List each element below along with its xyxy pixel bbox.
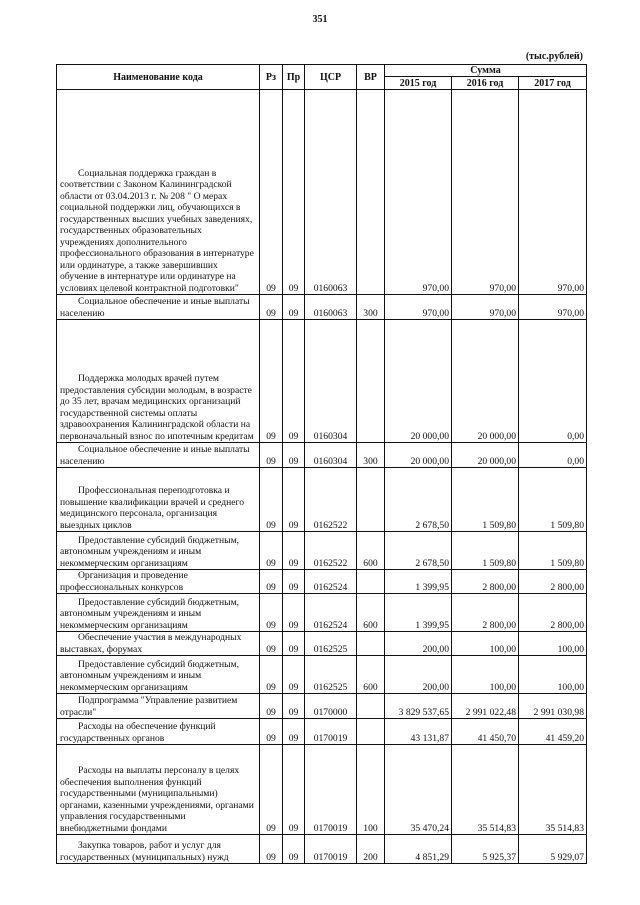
row-pr: 09 [283, 570, 305, 594]
row-name-text: Социальное обеспечение и иные выплаты населению [60, 296, 250, 319]
row-pr: 09 [283, 295, 305, 320]
row-rz: 09 [260, 594, 283, 632]
row-2015: 970,00 [385, 295, 452, 320]
table-row [57, 719, 587, 745]
table-row [57, 835, 587, 864]
row-rz: 09 [260, 320, 283, 443]
row-rz: 09 [260, 694, 283, 719]
row-name-text: Расходы на обеспечение функций государственных органов [60, 721, 216, 744]
header-csr: ЦСР [305, 65, 357, 90]
row-name [57, 468, 260, 532]
row-2017: 5 929,07 [519, 835, 587, 864]
header-2015: 2015 год [385, 77, 452, 90]
row-2016: 5 925,37 [452, 835, 519, 864]
row-2016: 970,00 [452, 295, 519, 320]
row-vr [357, 90, 385, 295]
row-pr: 09 [283, 632, 305, 656]
row-name-text: Предоставление субсидий бюджетным, автономным учреждениям и иным некоммерческим организациям [60, 534, 240, 569]
row-rz: 09 [260, 570, 283, 594]
row-name-text: Профессиональная переподготовка и повышение квалификации врачей и среднего медицинского персонала, организация выездных циклов [60, 485, 245, 531]
row-pr: 09 [283, 468, 305, 532]
row-2017: 1 509,80 [519, 468, 587, 532]
row-vr: 300 [357, 295, 385, 320]
row-name [57, 570, 260, 594]
row-2015: 4 851,29 [385, 835, 452, 864]
row-csr: 0162522 [305, 532, 357, 570]
row-name-text: Предоставление субсидий бюджетным, автономным учреждениям и иным некоммерческим организациям [60, 658, 240, 693]
row-rz: 09 [260, 719, 283, 745]
row-name-text: Организация и проведение профессиональных конкурсов [60, 570, 188, 593]
row-vr [357, 719, 385, 745]
row-pr: 09 [283, 320, 305, 443]
row-pr: 09 [283, 694, 305, 719]
row-name [57, 719, 260, 745]
row-2015: 2 678,50 [385, 468, 452, 532]
row-pr: 09 [283, 745, 305, 835]
row-vr [357, 320, 385, 443]
row-2017: 970,00 [519, 295, 587, 320]
row-rz: 09 [260, 745, 283, 835]
row-csr: 0160063 [305, 295, 357, 320]
row-name-text: Расходы на выплаты персоналу в целях обеспечения выполнения функций государственными (муниципальными) органами, казенными учреждениями, органами управления государственными внебюджетными фондами [60, 765, 254, 834]
row-name [57, 632, 260, 656]
row-csr: 0162524 [305, 570, 357, 594]
row-vr: 600 [357, 532, 385, 570]
row-name-text: Социальная поддержка граждан в соответствии с Законом Калининградской области от 03.04.2013 г. № 208 " О мерах социальной поддержки лиц, обучающихся в государственных высших учебных заведениях, государственных образовательных учреждениях дополнительного профессионального образования в интернатуре или ординатуре, а также завершивших обучение в интернатуре или ординатуре на условиях целевой контрактной подготовки" [60, 167, 254, 294]
row-pr: 09 [283, 532, 305, 570]
row-2016: 2 800,00 [452, 594, 519, 632]
row-name [57, 443, 260, 468]
table-row [57, 90, 587, 295]
table-row [57, 468, 587, 532]
table-row [57, 632, 587, 656]
row-csr: 0160063 [305, 90, 357, 295]
row-2016: 41 450,70 [452, 719, 519, 745]
row-2015: 20 000,00 [385, 443, 452, 468]
row-name-text: Поддержка молодых врачей путем предоставления субсидии молодым, в возрасте до 35 лет, врачам медицинских организаций государственной системы оплаты здравоохранения Калининградской области на первоначальный взнос по ипотечным кредитам [60, 373, 254, 442]
row-2015: 43 131,87 [385, 719, 452, 745]
row-2015: 200,00 [385, 656, 452, 694]
row-2017: 0,00 [519, 320, 587, 443]
row-rz: 09 [260, 532, 283, 570]
row-rz: 09 [260, 443, 283, 468]
row-pr: 09 [283, 835, 305, 864]
row-vr: 300 [357, 443, 385, 468]
table-row [57, 570, 587, 594]
table-row [57, 694, 587, 719]
header-pr: Пр [283, 65, 305, 90]
row-csr: 0162525 [305, 656, 357, 694]
row-rz: 09 [260, 835, 283, 864]
row-2017: 41 459,20 [519, 719, 587, 745]
row-name [57, 594, 260, 632]
row-2017: 2 991 030,98 [519, 694, 587, 719]
row-csr: 0170019 [305, 719, 357, 745]
header-2016: 2016 год [452, 77, 519, 90]
row-2015: 2 678,50 [385, 532, 452, 570]
header-vr: ВР [357, 65, 385, 90]
row-vr [357, 632, 385, 656]
row-2016: 2 991 022,48 [452, 694, 519, 719]
row-name-text: Закупка товаров, работ и услуг для государственных (муниципальных) нужд [60, 840, 229, 863]
row-2016: 100,00 [452, 656, 519, 694]
row-name [57, 656, 260, 694]
row-2015: 200,00 [385, 632, 452, 656]
row-2016: 20 000,00 [452, 443, 519, 468]
page-number: 351 [312, 14, 328, 25]
row-2017: 2 800,00 [519, 570, 587, 594]
header-rz: Рз [260, 65, 283, 90]
row-2015: 1 399,95 [385, 594, 452, 632]
table-row [57, 443, 587, 468]
row-2017: 2 800,00 [519, 594, 587, 632]
row-vr: 200 [357, 835, 385, 864]
row-csr: 0160304 [305, 320, 357, 443]
row-name-text: Обеспечение участия в международных выставках, форумах [60, 632, 242, 655]
row-csr: 0170019 [305, 835, 357, 864]
row-pr: 09 [283, 719, 305, 745]
row-csr: 0170019 [305, 745, 357, 835]
row-name-text: Подпрограмма "Управление развитием отрасли" [60, 695, 238, 718]
row-2017: 100,00 [519, 632, 587, 656]
row-2015: 1 399,95 [385, 570, 452, 594]
table-row [57, 656, 587, 694]
row-2017: 35 514,83 [519, 745, 587, 835]
row-name [57, 90, 260, 295]
row-vr [357, 570, 385, 594]
row-vr: 600 [357, 656, 385, 694]
table-row [57, 745, 587, 835]
row-name [57, 532, 260, 570]
row-2016: 1 509,80 [452, 468, 519, 532]
row-name [57, 694, 260, 719]
row-2016: 20 000,00 [452, 320, 519, 443]
row-pr: 09 [283, 90, 305, 295]
row-csr: 0170000 [305, 694, 357, 719]
row-2015: 3 829 537,65 [385, 694, 452, 719]
table-row [57, 532, 587, 570]
row-2016: 970,00 [452, 90, 519, 295]
row-csr: 0160304 [305, 443, 357, 468]
row-vr [357, 468, 385, 532]
table-body [57, 90, 587, 864]
row-rz: 09 [260, 468, 283, 532]
row-rz: 09 [260, 656, 283, 694]
row-name-text: Предоставление субсидий бюджетным, автономным учреждениям и иным некоммерческим организациям [60, 596, 240, 631]
row-csr: 0162522 [305, 468, 357, 532]
row-2016: 100,00 [452, 632, 519, 656]
header-sum: Сумма [385, 65, 587, 77]
units-label: (тыс.рублей) [525, 51, 583, 62]
row-pr: 09 [283, 594, 305, 632]
row-2017: 1 509,80 [519, 532, 587, 570]
row-name-text: Социальное обеспечение и иные выплаты населению [60, 444, 250, 467]
row-pr: 09 [283, 443, 305, 468]
table-row [57, 320, 587, 443]
row-2017: 0,00 [519, 443, 587, 468]
table-row [57, 295, 587, 320]
header-2017: 2017 год [519, 77, 587, 90]
row-rz: 09 [260, 295, 283, 320]
row-vr: 600 [357, 594, 385, 632]
row-2017: 970,00 [519, 90, 587, 295]
row-rz: 09 [260, 90, 283, 295]
row-rz: 09 [260, 632, 283, 656]
row-2017: 100,00 [519, 656, 587, 694]
row-2016: 2 800,00 [452, 570, 519, 594]
row-csr: 0162524 [305, 594, 357, 632]
row-vr [357, 694, 385, 719]
row-vr: 100 [357, 745, 385, 835]
header-name: Наименование кода [57, 65, 260, 90]
row-name [57, 320, 260, 443]
row-2015: 35 470,24 [385, 745, 452, 835]
budget-table [56, 64, 587, 864]
row-2016: 35 514,83 [452, 745, 519, 835]
row-2015: 20 000,00 [385, 320, 452, 443]
table-row [57, 594, 587, 632]
row-name [57, 295, 260, 320]
row-pr: 09 [283, 656, 305, 694]
row-name [57, 745, 260, 835]
row-name [57, 835, 260, 864]
row-csr: 0162525 [305, 632, 357, 656]
row-2015: 970,00 [385, 90, 452, 295]
row-2016: 1 509,80 [452, 532, 519, 570]
